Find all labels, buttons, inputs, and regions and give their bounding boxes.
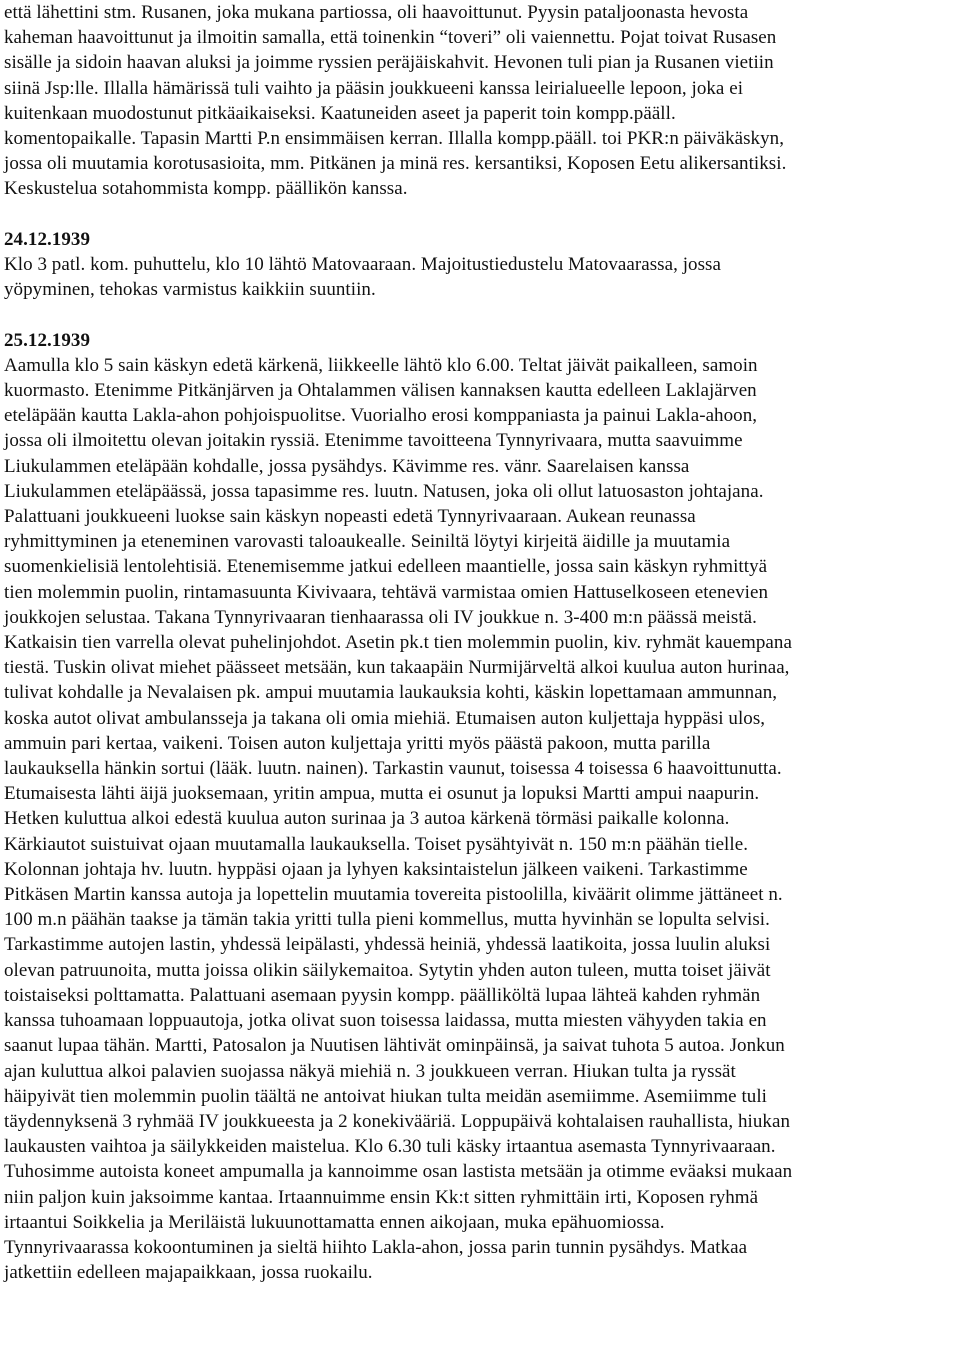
text-line: häipyivät tien molemmin puolin täältä ne antoivat hiukan tulta meidän asemiimme. Asemiimme tuli [4, 1085, 768, 1107]
intro-paragraph [4, 0, 959, 202]
text-line: Kärkiautot suistuivat ojaan muutamalla laukauksella. Toiset pysähtyivät n. 150 m:n päähän tielle. [4, 833, 748, 855]
entry-paragraph-24-12-1939 [4, 252, 959, 302]
text-line: kaheman haavoittunut ja ilmoitin samalla, että toinenkin “toveri” oli vaiennettu. Pojat toivat Rusasen [4, 27, 777, 49]
text-line: eteläpään kautta Lakla-ahon pohjoispuolitse. Vuorialho erosi komppaniasta ja painui Lakla-ahoon, [4, 405, 758, 427]
text-line: irtaantui Soikkelia ja Meriläistä lukuunottamatta ennen aikojaan, muka epähuomiossa. [4, 1211, 665, 1233]
text-line: toistaiseksi polttamatta. Palattuani asemaan pyysin kompp. päälliköltä lupaa lähteä kahden ryhmän [4, 984, 761, 1006]
text-line: Liukulammen eteläpäässä, jossa tapasimme res. luutn. Natusen, joka oli ollut latuosaston johtajana. [4, 480, 764, 502]
text-line: Liukulammen eteläpään kohdalle, jossa pysähdys. Kävimme res. vänr. Saarelaisen kanssa [4, 455, 690, 477]
text-line: Tynnyrivaarassa kokoontuminen ja sieltä hiihto Lakla-ahon, jossa parin tunnin pysähdys. Matkaa [4, 1236, 748, 1258]
text-line: saanut lupaa tähän. Martti, Patosalon ja Nuutisen lähtivät ominpäinsä, ja saivat tuhota 5 autoa. Jonkun [4, 1035, 785, 1057]
text-line: komentopaikalle. Tapasin Martti P.n ensimmäisen kerran. Illalla kompp.pääll. toi PKR:n päiväkäskyn, [4, 128, 785, 150]
text-line: laukausten vaihtoa ja säilykkeiden maistelua. Klo 6.30 tuli käsky irtaantua asemasta Tynnyrivaaraan. [4, 1136, 776, 1158]
text-line: tulivat kohdalle ja Nevalaisen pk. ampui muutamia laukauksia kohti, käskin lopettamaan ammunnan, [4, 682, 778, 704]
text-line: Kolonnan johtaja hv. luutn. hyppäsi ojaan ja lyhyen kaksintaistelun jälkeen vaikeni. Tarkastimme [4, 858, 748, 880]
text-line: laukauksella hänkin sortui (lääk. luutn. nainen). Tarkastin vaunut, toisessa 4 toisessa 6 haavoittunutta. [4, 758, 782, 780]
text-line: Hetken kuluttua alkoi edestä kuulua auton surinaa ja 3 autoa kärkenä törmäsi paikalle kolonna. [4, 808, 730, 830]
entry-paragraph-25-12-1939 [4, 353, 959, 1286]
text-line: Klo 3 patl. kom. puhuttelu, klo 10 lähtö Matovaaraan. Majoitustiedustelu Matovaarassa, jossa [4, 254, 721, 276]
entry-date-25-12-1939: 25.12.1939 [4, 329, 90, 351]
entry-date-24-12-1939: 24.12.1939 [4, 228, 90, 250]
text-line: Keskustelua sotahommista kompp. päällikön kanssa. [4, 178, 408, 200]
text-line: että lähettini stm. Rusanen, joka mukana partiossa, oli haavoittunut. Pyysin pataljoonasta hevosta [4, 2, 749, 23]
text-line: olevan patruunoita, mutta joissa olikin säilykemaitoa. Sytytin yhden auton tuleen, mutta toiset jäivät [4, 959, 771, 981]
text-line: yöpyminen, tehokas varmistus kaikkiin suuntiin. [4, 279, 376, 301]
text-line: siinä Jsp:lle. Illalla hämärissä tuli vaihto ja pääsin joukkueeni kanssa leirialueelle lepoon, joka ei [4, 77, 744, 99]
text-line: niin paljon kuin jaksoimme kantaa. Irtaannuimme ensin Kk:t sitten ryhmittäin irti, Koposen ryhmä [4, 1186, 759, 1208]
text-line: 100 m.n päähän taakse ja tämän takia yritti tulla pieni kommellus, mutta hyvinhän se lopulta selvisi. [4, 909, 770, 931]
text-line: jatkettiin edelleen majapaikkaan, jossa ruokailu. [4, 1262, 373, 1284]
text-line: ajan kuluttua alkoi palavien suojassa näkyä miehiä n. 3 joukkueen verran. Hiukan tulta ja ryssät [4, 1060, 736, 1082]
text-line: ammuin pari kertaa, vaikeni. Toisen auton kuljettaja yritti myös päästä pakoon, mutta parilla [4, 732, 711, 754]
text-line: joukkojen selustaa. Takana Tynnyrivaaran tienhaarassa oli IV joukkue n. 3-400 m:n päässä meistä. [4, 606, 757, 628]
text-line: Palattuani joukkueeni luokse sain käskyn nopeasti edetä Tynnyrivaaraan. Aukean reunassa [4, 506, 696, 528]
text-line: tien molemmin puolin, rintamasuunta Kivivaara, tehtävä varmistaa omien Hattuselkoseen etenevien [4, 581, 768, 603]
text-line: kuitenkaan muodostunut pitkäaikaiseksi. Kaatuneiden aseet ja paperit toin kompp.pääll. [4, 102, 676, 124]
text-line: sisälle ja sidoin haavan aluksi ja joimme ryssien peräjäiskahvit. Hevonen tuli pian ja Rusanen vietiin [4, 52, 774, 74]
paragraph-gap [4, 202, 959, 227]
text-line: Pitkäsen Martin kanssa autoja ja lopettelin muutamia tovereita pistoolilla, kiväärit olimme jättäneet n. [4, 884, 783, 906]
text-line: Tuhosimme autoista koneet ampumalla ja kannoimme osan lastista metsään ja otimme eväaksi mukaan [4, 1161, 793, 1183]
text-line: ryhmittyminen ja eteneminen varovasti taloaukealle. Seiniltä löytyi kirjeitä äidille ja muutamia [4, 531, 731, 553]
text-line: jossa oli muutamia korotusasioita, mm. Pitkänen ja minä res. kersantiksi, Koposen Eetu alikersantiksi. [4, 153, 787, 175]
text-line: Tarkastimme autojen lastin, yhdessä leipälasti, yhdessä heiniä, yhdessä laatikoita, jossa luulin aluksi [4, 934, 771, 956]
text-line: kuormasto. Etenimme Pitkänjärven ja Ohtalammen välisen kannaksen kautta edelleen Laklajärven [4, 380, 757, 402]
text-line: tiestä. Tuskin olivat miehet päässeet metsään, kun takaapäin Nurmijärveltä alkoi kuulua auton hurinaa, [4, 657, 790, 679]
text-line: Katkaisin tien varrella olevat puhelinjohdot. Asetin pk.t tien molemmin puolin, kiv. ryhmät kauempana [4, 632, 792, 654]
text-line: täydennyksenä 3 ryhmää IV joukkueesta ja 2 konekivääriä. Loppupäivä kohtalaisen rauhallista, hiukan [4, 1110, 790, 1132]
text-line: suomenkielisiä lentolehtisiä. Etenemisemme jatkui edelleen maantielle, jossa sain käskyn ryhmittyä [4, 556, 768, 578]
text-line: koska autot olivat ambulansseja ja takana oli omia miehiä. Etumaisen auton kuljettaja hyppäsi ulos, [4, 707, 766, 729]
text-line: jossa oli ilmoitettu olevan joitakin ryssiä. Etenimme tavoitteena Tynnyrivaara, mutta saavuimme [4, 430, 743, 452]
paragraph-gap [4, 302, 959, 327]
text-line: kanssa tuhoamaan loppuautoja, jotka olivat suon toisessa laidassa, mutta miesten vähyyden takia en [4, 1010, 767, 1032]
text-line: Etumaisesta lähti äijä juoksemaan, yritin ampua, mutta ei osunut ja lopuksi Martti ampui naapurin. [4, 783, 760, 805]
text-line: Aamulla klo 5 sain käskyn edetä kärkenä, liikkeelle lähtö klo 6.00. Teltat jäivät paikalleen, samoin [4, 354, 758, 376]
